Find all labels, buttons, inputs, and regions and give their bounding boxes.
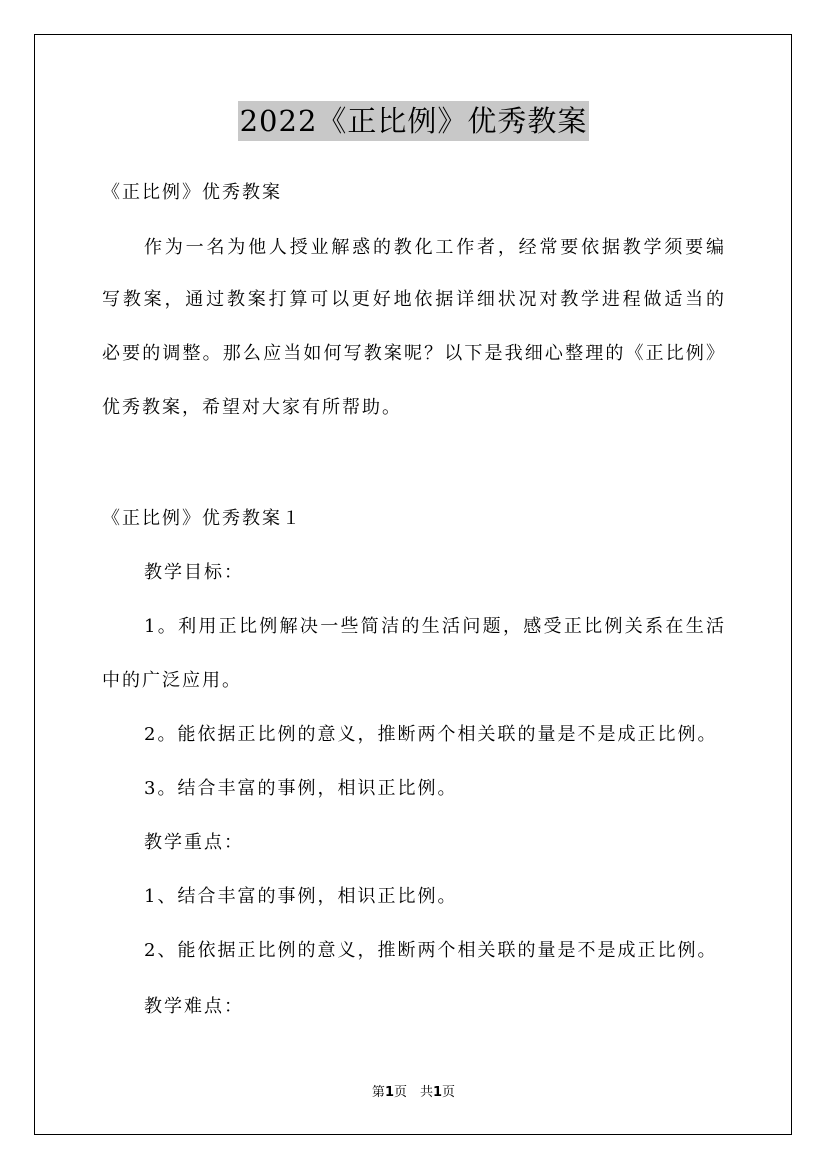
- intro-line: 必要的调整。那么应当如何写教案呢？以下是我细心整理的《正比例》: [102, 343, 726, 364]
- goal-item: 3。结合丰富的事例，相识正比例。: [144, 778, 458, 799]
- section-heading: 《正比例》优秀教案１: [102, 508, 302, 529]
- document-title: 2022《正比例》优秀教案: [238, 101, 590, 141]
- footer-suffix: 页: [442, 1085, 456, 1100]
- page-footer: [0, 1084, 827, 1102]
- goal-item-continuation: 中的广泛应用。: [102, 670, 242, 691]
- difficulties-label: 教学难点：: [144, 996, 244, 1017]
- footer-current-page: 1: [384, 1085, 394, 1100]
- footer-prefix: 第: [371, 1085, 385, 1100]
- intro-line: 作为一名为他人授业解惑的教化工作者，经常要依据教学须要编: [144, 237, 726, 258]
- footer-mid: 页 共: [393, 1085, 433, 1100]
- footer-total-pages: 1: [433, 1085, 443, 1100]
- intro-line: 优秀教案，希望对大家有所帮助。: [102, 397, 402, 418]
- goal-item: 1。利用正比例解决一些简洁的生活问题，感受正比例关系在生活: [144, 616, 726, 637]
- key-point-item: 1、结合丰富的事例，相识正比例。: [144, 886, 458, 907]
- goals-label: 教学目标：: [144, 562, 244, 583]
- subtitle: 《正比例》优秀教案: [102, 182, 282, 203]
- intro-line: 写教案，通过教案打算可以更好地依据详细状况对教学进程做适当的: [102, 289, 726, 310]
- goal-item: 2。能依据正比例的意义，推断两个相关联的量是不是成正比例。: [144, 724, 718, 745]
- key-points-label: 教学重点：: [144, 832, 244, 853]
- key-point-item: 2、能依据正比例的意义，推断两个相关联的量是不是成正比例。: [144, 940, 718, 961]
- title-wrapper: [0, 101, 827, 141]
